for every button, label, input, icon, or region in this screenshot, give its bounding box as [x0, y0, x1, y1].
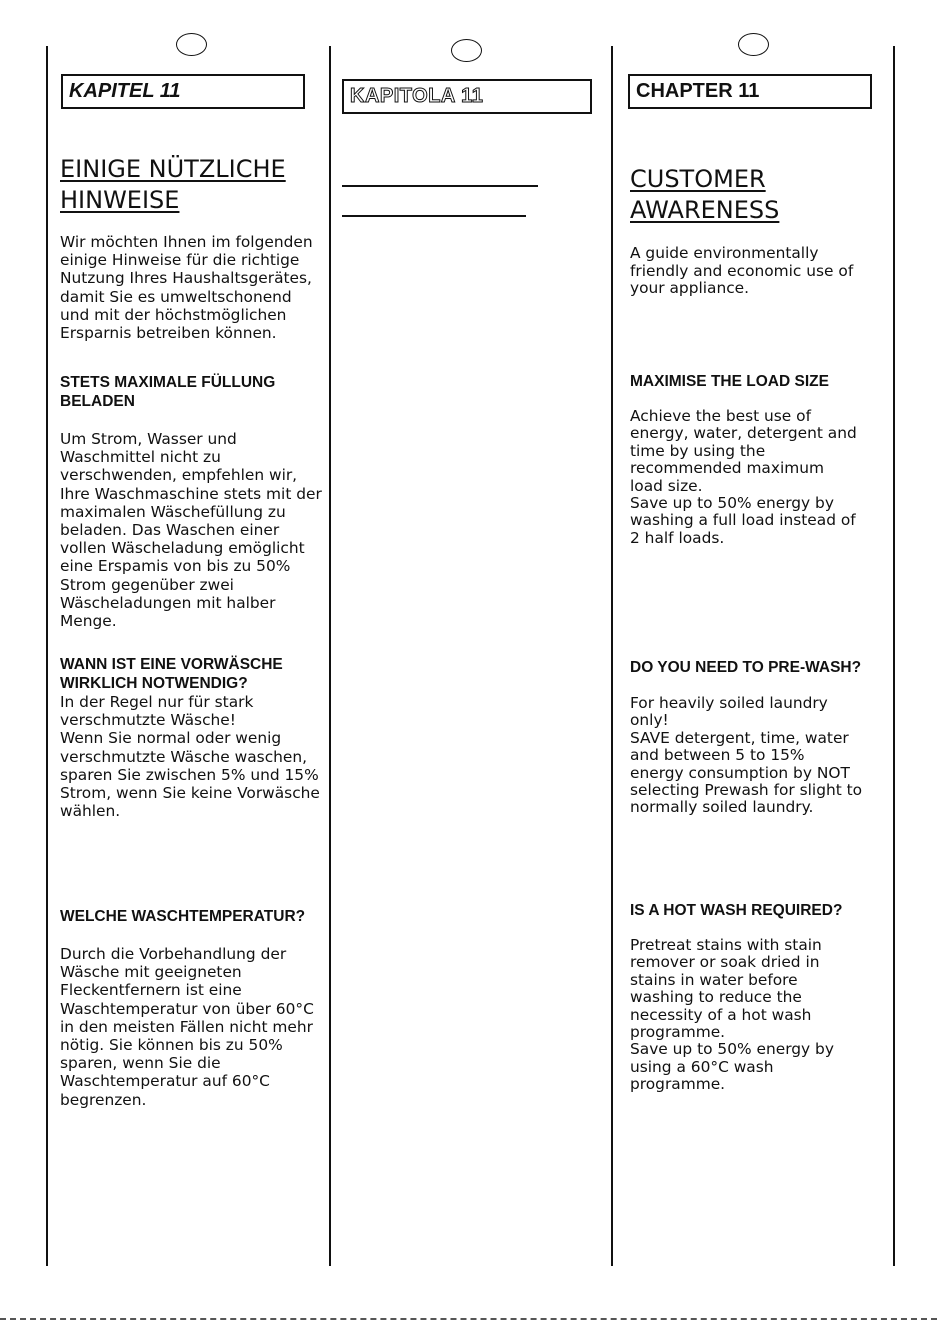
- left-section-1-body: Um Strom, Wasser und Waschmittel nicht zu verschwenden, empfehlen wir, Ihre Waschmaschine stets mit der maximalen Wäschefüllung zu beladen. Das Waschen einer vollen Wäscheladung emöglicht eine Erspamis von bis zu 50% Strom gegenüber zwei Wäscheladungen mit halber Menge.: [60, 430, 322, 631]
- chapter-box-right: CHAPTER 11: [628, 74, 872, 109]
- left-page-title: [60, 154, 328, 216]
- right-intro: A guide environmentally friendly and economic use of your appliance.: [630, 244, 854, 297]
- left-column: [60, 154, 328, 216]
- column-divider-middle-left: [329, 46, 331, 1266]
- chapter-box-left: KAPITEL 11: [61, 74, 305, 109]
- left-section-1-heading: STETS MAXIMALE FÜLLUNG BELADEN: [60, 374, 276, 410]
- right-section-3-body: Pretreat stains with stain remover or soak dried in stains in water before washing to reduce the necessity of a hot wash programme. Save up to 50% energy by using a 60°C wash programme.: [630, 936, 834, 1094]
- left-title-line: EINIGE NÜTZLICHE: [60, 155, 286, 183]
- right-title-line: CUSTOMER: [630, 165, 766, 193]
- right-section-1-heading: MAXIMISE THE LOAD SIZE: [630, 373, 829, 390]
- chapter-box-middle: KAPITOLA 11: [342, 79, 592, 114]
- language-circle-left: [176, 33, 207, 56]
- right-page-title: [630, 164, 890, 226]
- left-section-3-body: Durch die Vorbehandlung der Wäsche mit geeigneten Fleckentfernern ist eine Waschtemperatur von über 60°C in den meisten Fällen nicht mehr nötig. Sie können bis zu 50% sparen, wenn Sie die Waschtemperatur auf 60°C begrenzen.: [60, 945, 314, 1109]
- language-circle-right: [738, 33, 769, 56]
- middle-title-line-1: [342, 185, 538, 187]
- right-column: [630, 164, 890, 226]
- right-section-2-body: For heavily soiled laundry only! SAVE detergent, time, water and between 5 to 15% energy consumption by NOT selecting Prewash for slight to normally soiled laundry.: [630, 694, 863, 817]
- left-section-3-heading: WELCHE WASCHTEMPERATUR?: [60, 908, 306, 925]
- middle-title-line-2: [342, 215, 526, 217]
- page-bottom-rule: [0, 1318, 937, 1320]
- column-divider-middle-right: [611, 46, 613, 1266]
- right-section-2-heading: DO YOU NEED TO PRE-WASH?: [630, 659, 862, 676]
- right-section-1-body: Achieve the best use of energy, water, detergent and time by using the recommended maximum load size. Save up to 50% energy by washing a full load instead of 2 half loads.: [630, 407, 857, 547]
- language-circle-middle: [451, 39, 482, 62]
- column-divider-right: [893, 46, 895, 1266]
- left-section-2-heading: WANN IST EINE VORWÄSCHE WIRKLICH NOTWENDIG?: [60, 656, 283, 692]
- right-section-3-heading: IS A HOT WASH REQUIRED?: [630, 902, 843, 919]
- left-intro: Wir möchten Ihnen im folgenden einige Hinweise für die richtige Nutzung Ihres Haushaltsgerätes, damit Sie es umweltschonend und mit der höchstmöglichen Ersparnis betreiben können.: [60, 233, 313, 343]
- right-title-line: AWARENESS: [630, 196, 780, 224]
- left-title-line: HINWEISE: [60, 186, 180, 214]
- column-divider-left: [46, 46, 48, 1266]
- left-section-2-body: In der Regel nur für stark verschmutzte Wäsche! Wenn Sie normal oder wenig verschmutzte Wäsche waschen, sparen Sie zwischen 5% und 15% Strom, wenn Sie keine Vorwäsche wählen.: [60, 693, 320, 821]
